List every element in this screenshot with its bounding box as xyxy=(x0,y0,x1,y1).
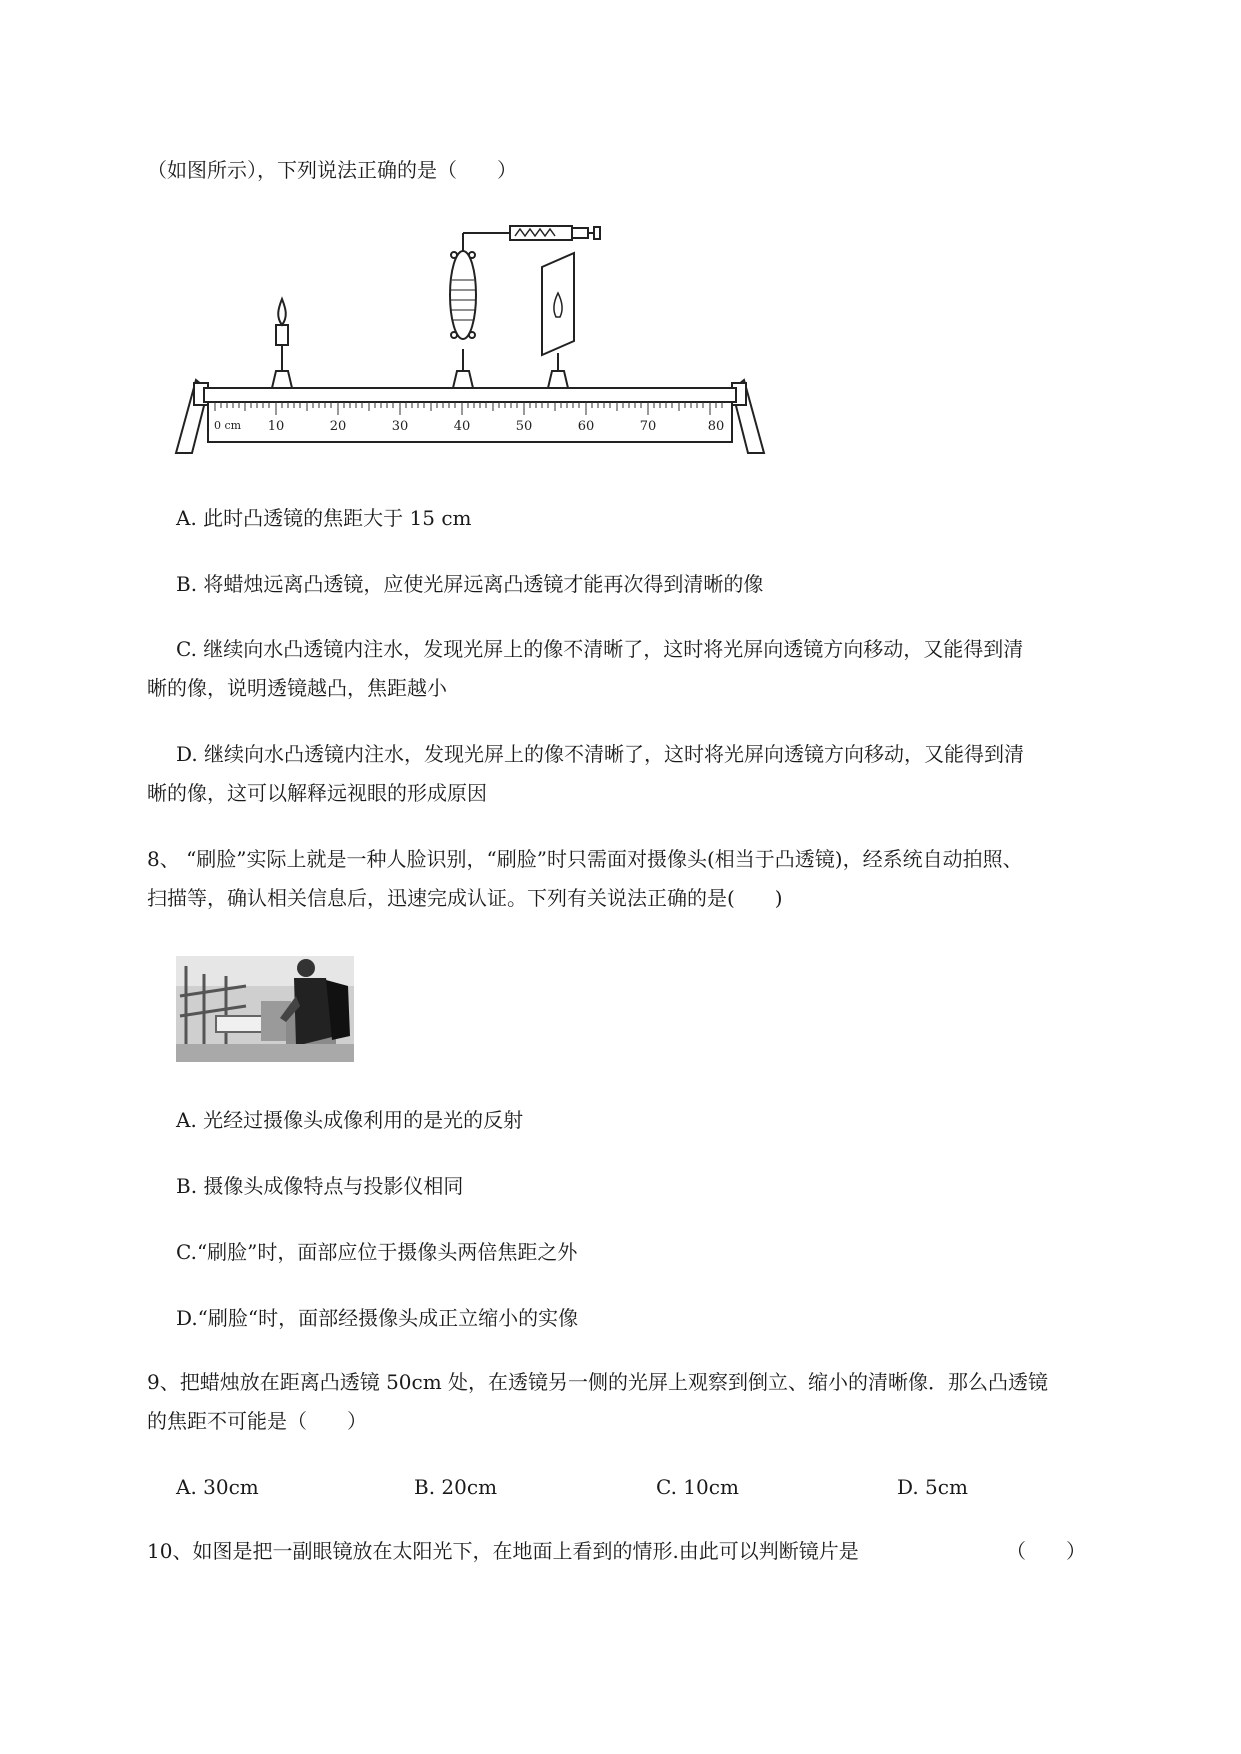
q9-option-d: D. 5cm xyxy=(897,1475,968,1499)
q7-option-c-line2: 晰的像，说明透镜越凸，焦距越小 xyxy=(147,676,447,700)
q9-option-b: B. 20cm xyxy=(414,1475,498,1499)
q10-stem: 10、如图是把一副眼镜放在太阳光下，在地面上看到的情形.由此可以判断镜片是 xyxy=(147,1539,859,1563)
tick-label-60: 60 xyxy=(577,419,595,434)
q7-option-c-line1: C. 继续向水凸透镜内注水，发现光屏上的像不清晰了，这时将光屏向透镜方向移动，又能得到清 xyxy=(176,637,1024,661)
q9-option-c: C. 10cm xyxy=(656,1475,739,1499)
candle-icon xyxy=(272,299,292,388)
q8-option-b: B. 摄像头成像特点与投影仪相同 xyxy=(176,1174,464,1198)
q9-stem-line1: 9、把蜡烛放在距离凸透镜 50cm 处，在透镜另一侧的光屏上观察到倒立、缩小的清晰像．那么凸透镜 xyxy=(147,1370,1049,1394)
q8-option-d: D.“刷脸“时，面部经摄像头成正立缩小的实像 xyxy=(176,1306,579,1330)
tick-label-20: 20 xyxy=(329,419,347,434)
q8-option-c: C.“刷脸”时，面部应位于摄像头两倍焦距之外 xyxy=(176,1240,578,1264)
tick-label-40: 40 xyxy=(453,419,471,434)
q10-blank: （ ） xyxy=(1006,1539,1086,1563)
q7-option-d-line2: 晰的像，这可以解释远视眼的形成原因 xyxy=(147,781,487,805)
q7-option-b: B. 将蜡烛远离凸透镜，应使光屏远离凸透镜才能再次得到清晰的像 xyxy=(176,572,764,596)
tick-label-30: 30 xyxy=(391,419,409,434)
q7-option-d-line1: D. 继续向水凸透镜内注水，发现光屏上的像不清晰了，这时将光屏向透镜方向移动，又能得到清 xyxy=(176,742,1025,766)
q9-option-a: A. 30cm xyxy=(176,1475,259,1499)
tick-label-10: 10 xyxy=(267,419,285,434)
tick-label-50: 50 xyxy=(515,419,533,434)
tick-label-80: 80 xyxy=(707,419,725,434)
screen-icon xyxy=(542,253,574,388)
water-lens-icon xyxy=(450,233,510,388)
syringe-icon xyxy=(510,226,600,240)
optical-bench-figure xyxy=(170,225,770,465)
q8-stem-line1: 8、 “刷脸”实际上就是一种人脸识别，“刷脸”时只需面对摄像头(相当于凸透镜)，经系统自动拍照、 xyxy=(147,847,1023,871)
tick-label-0: 0 cm xyxy=(214,419,242,432)
q8-option-a: A. 光经过摄像头成像利用的是光的反射 xyxy=(176,1108,524,1132)
q9-stem-line2: 的焦距不可能是（ ） xyxy=(147,1409,367,1433)
q7-option-a: A. 此时凸透镜的焦距大于 15 cm xyxy=(176,506,472,530)
q8-stem-line2: 扫描等，确认相关信息后，迅速完成认证。下列有关说法正确的是( ) xyxy=(147,886,783,910)
q7-stem: （如图所示），下列说法正确的是（ ） xyxy=(147,158,517,182)
tick-label-70: 70 xyxy=(639,419,657,434)
face-scan-photo xyxy=(176,956,354,1062)
